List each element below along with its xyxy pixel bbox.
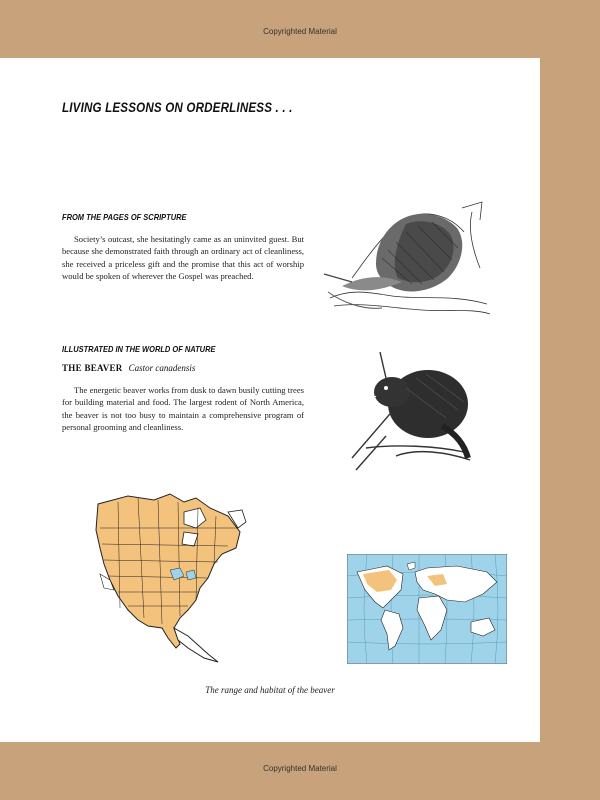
- scripture-heading: FROM THE PAGES OF SCRIPTURE: [62, 212, 187, 222]
- map-caption: The range and habitat of the beaver: [205, 685, 335, 695]
- world-map: [347, 554, 507, 664]
- species-name: [62, 363, 195, 373]
- beaver-illustration: [346, 348, 478, 472]
- beaver-paragraph: The energetic beaver works from dusk to dawn busily cutting trees for building material and food. The largest rodent of North America, the beaver is not too busy to maintain a comprehensive program of personal grooming and cleanliness.: [62, 385, 304, 433]
- nature-heading: ILLUSTRATED IN THE WORLD OF NATURE: [62, 344, 216, 354]
- species-latin-name: Castor canadensis: [128, 363, 196, 373]
- page-title: LIVING LESSONS ON ORDERLINESS . . .: [62, 100, 293, 115]
- scripture-paragraph: Society’s outcast, she hesitatingly came as an uninvited guest. But because she demonstrated faith through an ordinary act of cleanliness, she received a priceless gift and the promise that this act of worship would be spoken of wherever the Gospel was preached.: [62, 234, 304, 282]
- copyright-notice-top: Copyrighted Material: [263, 27, 337, 36]
- north-america-range-map: [88, 488, 248, 666]
- copyright-notice-bottom: Copyrighted Material: [263, 764, 337, 773]
- book-page: [0, 58, 540, 742]
- woman-illustration: [322, 198, 494, 320]
- species-common-name: THE BEAVER: [62, 363, 123, 373]
